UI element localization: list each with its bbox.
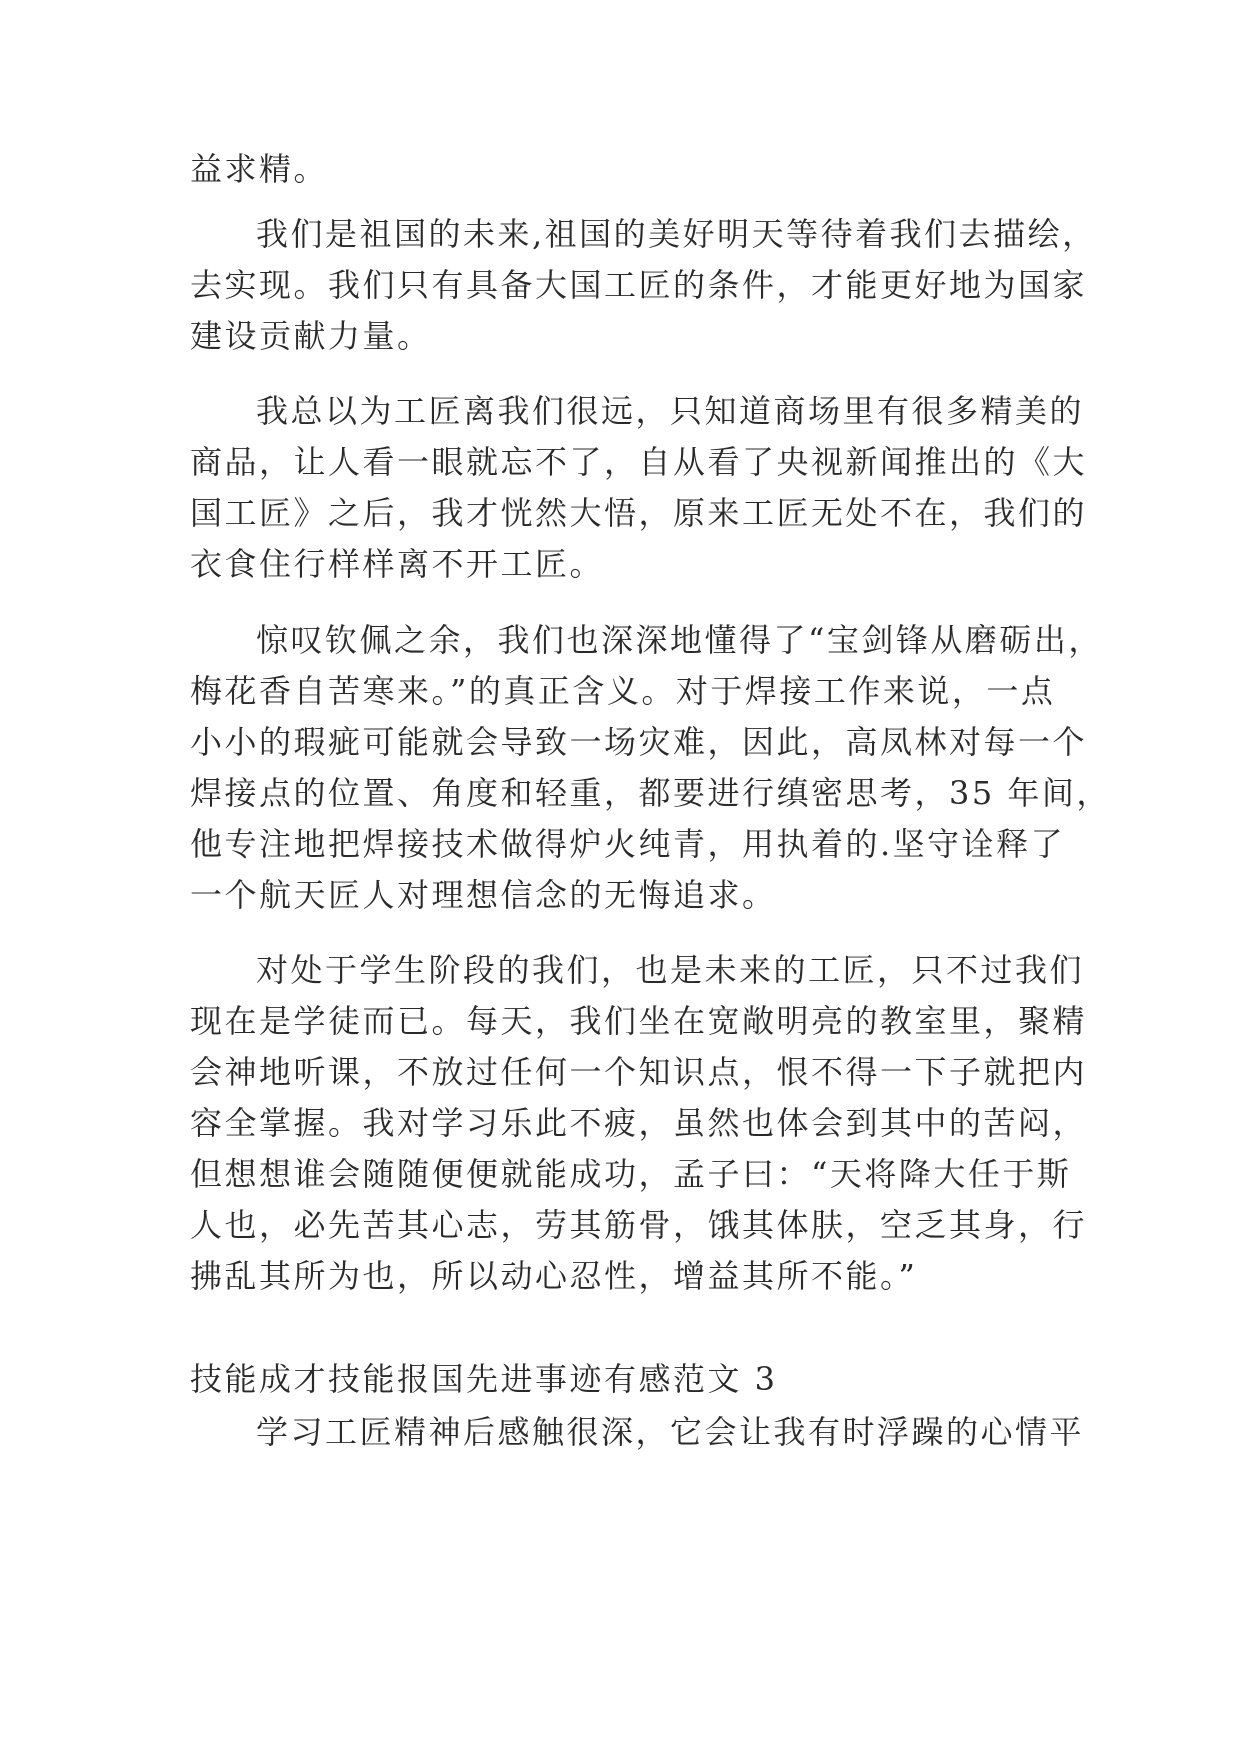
text-line: 商品，让人看一眼就忘不了，自从看了央视新闻推出的《大 [190, 443, 1088, 481]
text-line: 梅花香自苦寒来。”的真正含义。对于焊接工作来说，一点 [190, 672, 1056, 710]
text-line: 小小的瑕疵可能就会导致一场灾难，因此，高凤林对每一个 [190, 723, 1088, 761]
text-line: 衣食住行样样离不开工匠。 [190, 545, 605, 583]
text-line: 益求精。 [190, 150, 329, 188]
paragraph-start: 我总以为工匠离我们很远，只知道商场里有很多精美的 [256, 392, 1085, 430]
text-line: 现在是学徒而已。每天，我们坐在宽敞明亮的教室里，聚精 [190, 1002, 1088, 1040]
text-line: 去实现。我们只有具备大国工匠的条件，才能更好地为国家 [190, 266, 1088, 304]
paragraph-start: 我们是祖国的未来,祖国的美好明天等待着我们去描绘， [256, 215, 1097, 253]
text-line: 一个航天匠人对理想信念的无悔追求。 [190, 876, 777, 914]
paragraph-start: 学习工匠精神后感触很深，它会让我有时浮躁的心情平 [256, 1413, 1085, 1451]
section-heading: 技能成才技能报国先进事迹有感范文 3 [190, 1360, 778, 1398]
text-line: 焊接点的位置、角度和轻重，都要进行缜密思考，35 年间， [190, 774, 1111, 812]
text-line: 国工匠》之后，我才恍然大悟，原来工匠无处不在，我们的 [190, 494, 1088, 532]
text-line: 但想想谁会随随便便就能成功，孟子曰：“天将降大任于斯 [190, 1155, 1072, 1193]
text-line: 会神地听课，不放过任何一个知识点，恨不得一下子就把内 [190, 1053, 1088, 1091]
text-line: 建设贡献力量。 [190, 317, 432, 355]
paragraph-start: 惊叹钦佩之余，我们也深深地懂得了“宝剑锋从磨砺出， [256, 621, 1103, 659]
paragraph-start: 对处于学生阶段的我们，也是未来的工匠，只不过我们 [256, 951, 1085, 989]
text-line: 他专注地把焊接技术做得炉火纯青，用执着的.坚守诠释了 [190, 825, 1066, 863]
text-line: 拂乱其所为也，所以动心忍性，增益其所不能。” [190, 1257, 918, 1295]
text-line: 容全掌握。我对学习乐此不疲，虽然也体会到其中的苦闷， [190, 1104, 1088, 1142]
text-line: 人也，必先苦其心志，劳其筋骨，饿其体肤，空乏其身，行 [190, 1206, 1088, 1244]
